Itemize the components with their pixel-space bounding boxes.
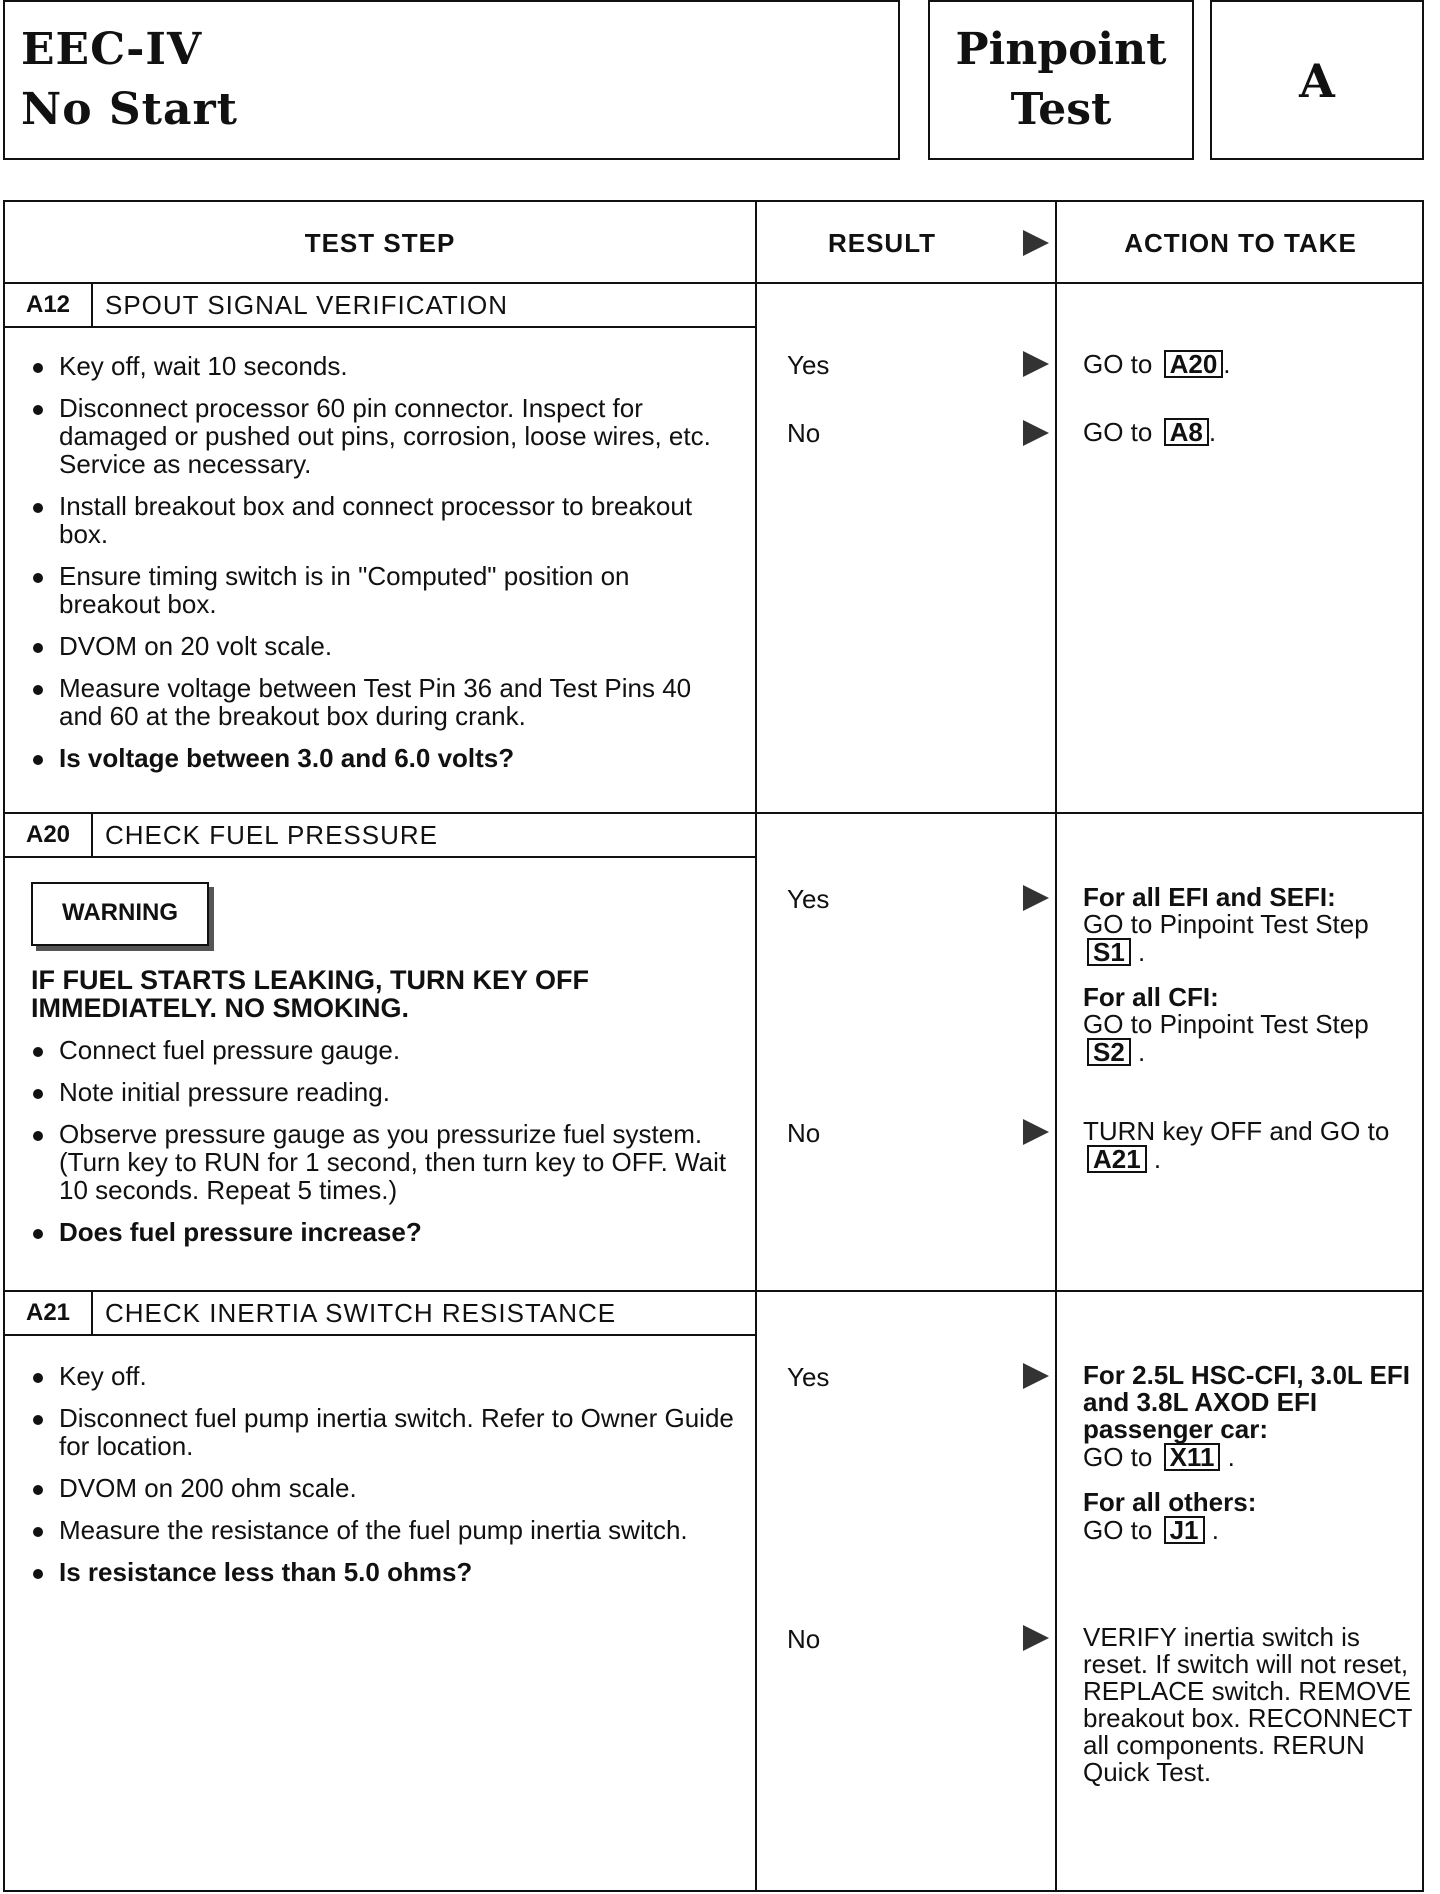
step-title: CHECK FUEL PRESSURE (105, 820, 438, 850)
step-list-a21 (27, 1362, 737, 1600)
list-item: Disconnect fuel pump inertia switch. Refer to Owner Guide for location. (27, 1404, 737, 1460)
step-question: Does fuel pressure increase? (27, 1218, 737, 1246)
column-divider (1055, 202, 1057, 1890)
step-code: A12 (5, 284, 93, 328)
action-text: GO to Pinpoint Test Step (1083, 1009, 1369, 1039)
action-text: GO to (1083, 1515, 1153, 1545)
step-list-a12 (27, 352, 737, 786)
list-item: Connect fuel pressure gauge. (27, 1036, 737, 1064)
step-question: Is resistance less than 5.0 ohms? (27, 1558, 737, 1586)
step-question: Is voltage between 3.0 and 6.0 volts? (27, 744, 737, 772)
list-item: Observe pressure gauge as you pressurize fuel system. (Turn key to RUN for 1 second, then turn key to OFF. Wait 10 seconds. Repeat 5 times.) (27, 1120, 737, 1204)
list-item: Install breakout box and connect processor to breakout box. (27, 492, 737, 548)
step-ref[interactable]: X11 (1164, 1443, 1221, 1471)
test-letter: A (1299, 54, 1335, 108)
action-suffix: . (1208, 417, 1217, 447)
list-item: Measure voltage between Test Pin 36 and Test Pins 40 and 60 at the breakout box during crank. (27, 674, 737, 730)
list-item: Key off. (27, 1362, 737, 1390)
warning-badge: WARNING (31, 882, 209, 946)
action-a21-no: VERIFY inertia switch is reset. If switch will not reset, REPLACE switch. REMOVE breakout box. RECONNECT all components. RERUN Quick Test. (1083, 1622, 1412, 1787)
arrow-icon (1023, 1363, 1049, 1389)
action-text: GO to (1083, 349, 1153, 379)
arrow-icon (1023, 230, 1049, 256)
column-header-result: RESULT (827, 228, 937, 258)
result-yes: Yes (787, 350, 830, 380)
result-no: No (787, 418, 821, 448)
title-line-2: No Start (21, 84, 238, 135)
step-ref[interactable]: S2 (1087, 1038, 1131, 1066)
title-line-1: EEC-IV (21, 24, 203, 75)
column-divider (755, 202, 757, 1890)
arrow-icon (1023, 885, 1049, 911)
arrow-icon (1023, 1119, 1049, 1145)
step-ref[interactable]: A20 (1164, 350, 1224, 378)
result-no: No (787, 1624, 821, 1654)
action-heading: For 2.5L HSC-CFI, 3.0L EFI and 3.8L AXOD EFI passenger car: (1083, 1360, 1410, 1444)
step-title: SPOUT SIGNAL VERIFICATION (105, 290, 509, 320)
pinpoint-box (928, 0, 1194, 160)
list-item: DVOM on 20 volt scale. (27, 632, 737, 660)
list-item: Note initial pressure reading. (27, 1078, 737, 1106)
action-a12-no (1083, 418, 1413, 446)
action-heading: For all others: (1083, 1487, 1257, 1517)
step-code: A20 (5, 814, 93, 858)
list-item: Measure the resistance of the fuel pump inertia switch. (27, 1516, 737, 1544)
action-a20-no: TURN key OFF and GO to A21 . (1083, 1116, 1390, 1174)
action-text: TURN key OFF and GO to (1083, 1116, 1390, 1146)
action-a21-yes: For 2.5L HSC-CFI, 3.0L EFI and 3.8L AXOD EFI passenger car: GO to X11 . For all others: GO to J1 . (1083, 1360, 1410, 1545)
step-header-a21 (5, 1292, 757, 1336)
list-item: Disconnect processor 60 pin connector. Inspect for damaged or pushed out pins, corrosion, loose wires, etc. Service as necessary. (27, 394, 737, 478)
step-header-a12 (5, 284, 757, 328)
arrow-icon (1023, 420, 1049, 446)
pinpoint-table (3, 200, 1424, 1892)
result-no: No (787, 1118, 821, 1148)
list-item: DVOM on 200 ohm scale. (27, 1474, 737, 1502)
step-header-a20 (5, 814, 757, 858)
pinpoint-line-1: Pinpoint (955, 24, 1167, 75)
result-yes: Yes (787, 884, 830, 914)
warning-text: IF FUEL STARTS LEAKING, TURN KEY OFF IMMEDIATELY. NO SMOKING. (31, 965, 590, 1023)
step-ref[interactable]: J1 (1164, 1516, 1205, 1544)
arrow-icon (1023, 1625, 1049, 1651)
action-a12-yes (1083, 350, 1413, 378)
list-item: Ensure timing switch is in "Computed" position on breakout box. (27, 562, 737, 618)
column-header-action: ACTION TO TAKE (1124, 228, 1357, 258)
action-heading: For all CFI: (1083, 982, 1219, 1012)
step-ref[interactable]: S1 (1087, 938, 1131, 966)
pinpoint-line-2: Test (1010, 84, 1112, 135)
step-code: A21 (5, 1292, 93, 1336)
test-letter-box (1210, 0, 1424, 160)
action-suffix: . (1223, 349, 1231, 379)
step-list-a20 (27, 1036, 737, 1260)
step-title-underline (91, 856, 757, 858)
column-header-test-step: TEST STEP (304, 228, 456, 258)
step-title: CHECK INERTIA SWITCH RESISTANCE (105, 1298, 617, 1328)
step-ref[interactable]: A8 (1164, 418, 1209, 446)
arrow-icon (1023, 351, 1049, 377)
action-a20-yes: For all EFI and SEFI: GO to Pinpoint Test Step S1 . For all CFI: GO to Pinpoint Test Step S2 . (1083, 882, 1369, 1067)
action-heading: For all EFI and SEFI: (1083, 882, 1336, 912)
title-box (3, 0, 900, 160)
action-text: GO to Pinpoint Test Step (1083, 909, 1369, 939)
action-text: GO to (1083, 1442, 1153, 1472)
action-text: GO to (1083, 417, 1153, 447)
step-title-underline (91, 326, 757, 328)
step-title-underline (91, 1334, 757, 1336)
result-yes: Yes (787, 1362, 830, 1392)
step-ref[interactable]: A21 (1087, 1145, 1147, 1173)
list-item: Key off, wait 10 seconds. (27, 352, 737, 380)
